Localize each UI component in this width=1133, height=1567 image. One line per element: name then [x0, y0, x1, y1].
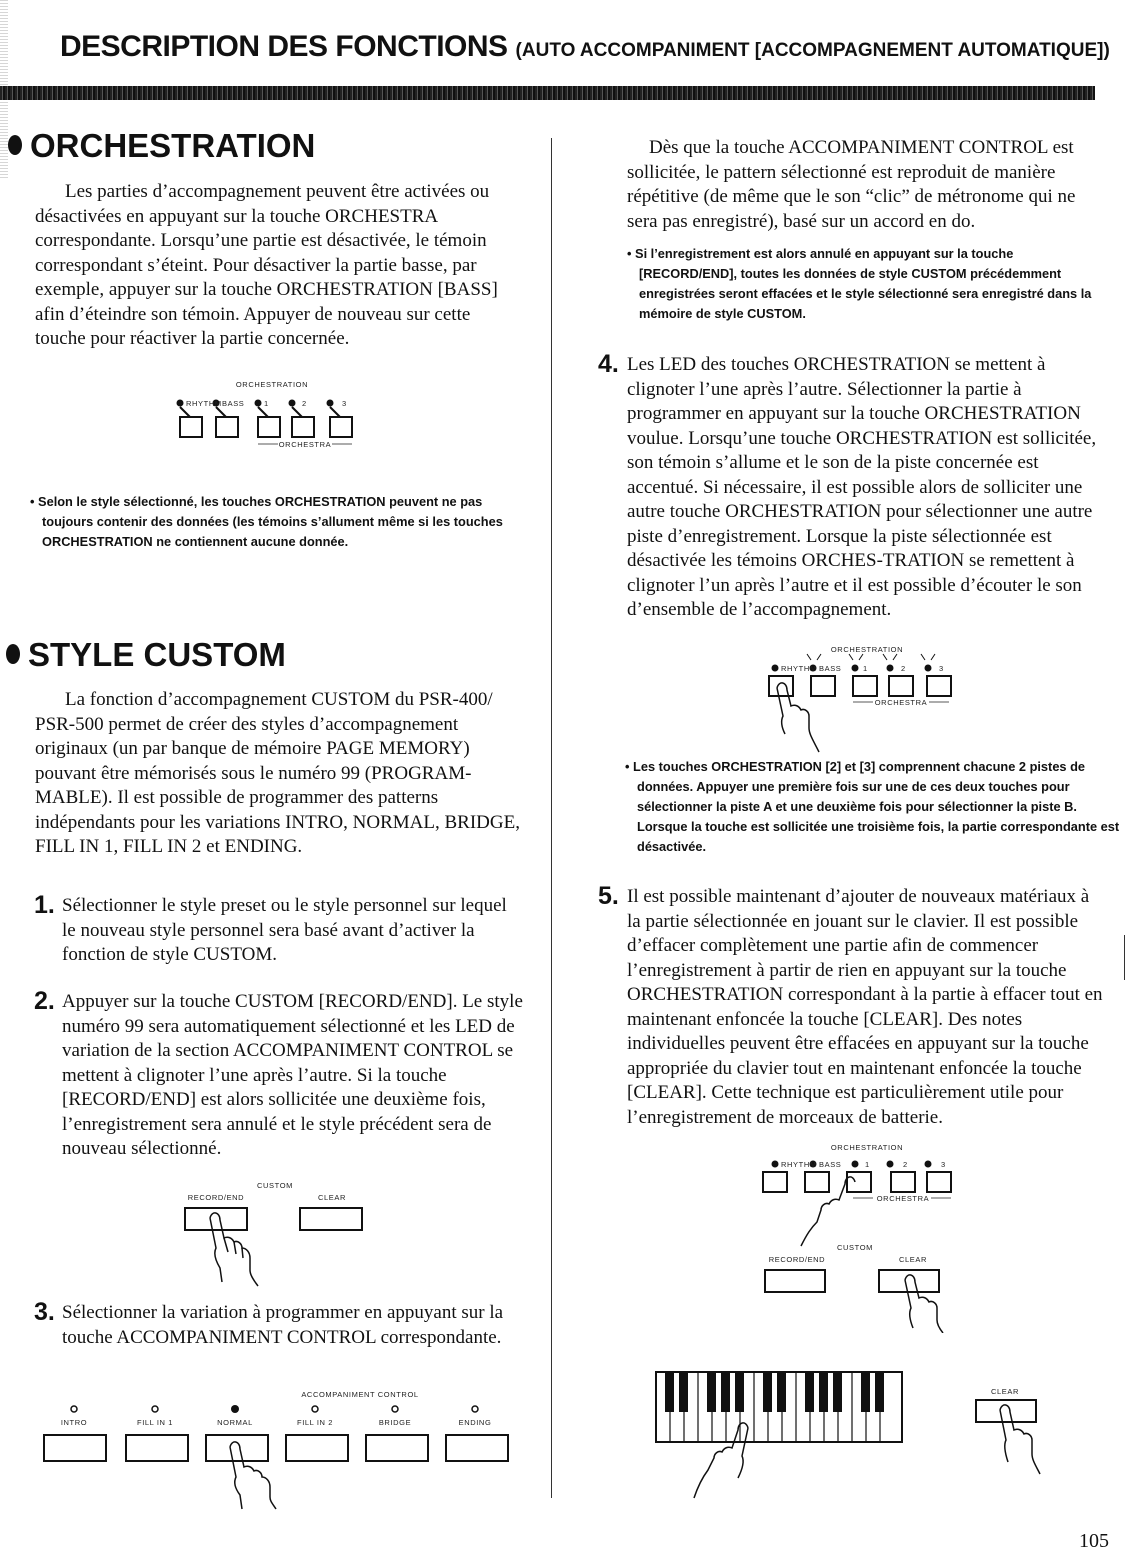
orch-button-bass	[811, 676, 835, 696]
fig-label-custom: CUSTOM	[837, 1243, 873, 1252]
normal-button	[206, 1435, 268, 1461]
orch-button-2	[292, 417, 314, 437]
orch-button-1	[847, 1172, 871, 1192]
orch-button-rhythm	[769, 676, 793, 696]
step4-note: • Les touches ORCHESTRATION [2] et [3] comprennent chacune 2 pistes de données. Appuyer une première fois sur une de ces deux touches pour sélectionner la piste A et une deuxième fois pour sélectionner la piste B. Lorsque la touche est sollicitée une troisième fois, la partie correspondante est désactivée.	[625, 759, 1120, 854]
fig-label-1: 1	[264, 399, 269, 408]
intro-button	[44, 1435, 106, 1461]
pointing-hand-icon	[1000, 1405, 1040, 1474]
orch-button-3	[927, 1172, 951, 1192]
orchestration-press-figure	[755, 640, 975, 755]
blinking-led-rays	[807, 654, 935, 660]
step-number: 1.	[34, 891, 55, 919]
fig-label-custom: CUSTOM	[257, 1181, 293, 1190]
fig-label-2: 2	[903, 1160, 908, 1169]
fig-label-bass: BASS	[819, 664, 842, 673]
step-text: Les LED des touches ORCHESTRATION se mettent à clignoter l’une après l’autre. Sélectionner la partie à programmer en appuyant sur la touche ORCHESTRATION voulue. Lorsqu’une touche ORCHESTRATION est sollicitée, son témoin s’allume et le son de la piste concernée est accentué. Si nécessaire, il est possible alors de solliciter une autre touche ORCHESTRATION pour sélectionner une autre piste d’enregistrement. Lorsque la piste sélectionnée est désactivée les témoins ORCHES-TRATION se remettent à clignoter l’un après l’autre et il est possible d’écouter le son d’ensemble de l’accompagnement.	[627, 354, 1097, 620]
orch-button-rhythm	[180, 417, 202, 437]
accompaniment-control-figure	[40, 1385, 520, 1510]
pointing-hand-icon	[777, 683, 819, 752]
orchestration-buttons-figure	[160, 375, 380, 450]
variation-leds	[71, 1405, 478, 1413]
custom-buttons-figure	[180, 1178, 380, 1293]
fig-label-1: 1	[865, 1160, 870, 1169]
clear-button	[879, 1270, 939, 1292]
orch-button-bass	[216, 417, 238, 437]
orch-button-2	[891, 1172, 915, 1192]
orch-button-2	[889, 676, 913, 696]
fig-label-2: 2	[901, 664, 906, 673]
step-number: 3.	[34, 1298, 55, 1326]
orch-button-1	[258, 417, 280, 437]
clear-button	[976, 1400, 1036, 1422]
keyboard-icon	[656, 1372, 902, 1442]
fig-label-orchestration: ORCHESTRATION	[235, 380, 309, 389]
orchestration-body: Les parties d’accompagnement peuvent être activées ou désactivées en appuyant sur la touche ORCHESTRA correspondante. Lorsqu’une partie est désactivée, le témoin correspondant s’éteint. Pour désactiver la partie basse, par exemple, appuyer sur la touche ORCHESTRATION [BASS] afin d’éteindre son témoin. Appuyer de nouveau sur cette touche pour réactiver la partie concernée.	[35, 181, 498, 349]
variation-label-ending: ENDING	[458, 1418, 492, 1427]
fig-label-3: 3	[939, 664, 944, 673]
variation-label-bridge: BRIDGE	[378, 1418, 412, 1427]
fig-label-accomp-control: ACCOMPANIMENT CONTROL	[301, 1390, 419, 1399]
pointing-hand-icon	[905, 1275, 943, 1333]
step-number: 2.	[34, 987, 55, 1015]
fig-label-bass: BASS	[222, 399, 245, 408]
record-end-button	[185, 1208, 247, 1230]
ending-button	[446, 1435, 508, 1461]
bullet-icon	[8, 135, 22, 155]
fig-label-bass: BASS	[819, 1160, 842, 1169]
fig-label-orchestra: ORCHESTRA	[876, 1194, 930, 1203]
pointing-hand-icon	[230, 1442, 276, 1509]
fig-label-orchestra: ORCHESTRA	[874, 698, 928, 707]
fig-label-orchestra: ORCHESTRA	[278, 440, 332, 449]
bridge-button	[366, 1435, 428, 1461]
fig-label-record-end: RECORD/END	[768, 1255, 826, 1264]
pointing-hand-icon	[210, 1213, 258, 1286]
fill-in-1-button	[126, 1435, 188, 1461]
variation-label-normal: NORMAL	[217, 1418, 253, 1427]
step-text: Sélectionner le style preset ou le style personnel sur lequel le nouveau style personnel sera basé avant d’activer la fonction de style CUSTOM.	[62, 895, 507, 965]
variation-label-fill-in-2: FILL IN 2	[297, 1418, 333, 1427]
orch-button-3	[927, 676, 951, 696]
step-number: 5.	[598, 882, 619, 910]
fig-label-rhythm: RHYTHM	[781, 664, 817, 673]
fig-label-3: 3	[342, 399, 347, 408]
page-header	[60, 30, 1110, 64]
column-divider	[551, 138, 552, 1498]
right-top-body: Dès que la touche ACCOMPANIMENT CONTROL est sollicitée, le pattern sélectionné est reproduit de manière répétitive (de même que le son “clic” de métronome qui ne sera pas enregistré), basé sur un accord en do.	[627, 137, 1076, 232]
fig-label-1: 1	[863, 664, 868, 673]
section-title-text: STYLE CUSTOM	[28, 636, 286, 673]
fig-label-orchestration: ORCHESTRATION	[830, 645, 904, 654]
fig-label-clear: CLEAR	[990, 1387, 1020, 1396]
step-text: Appuyer sur la touche CUSTOM [RECORD/END]. Le style numéro 99 sera automatiquement sélectionné et les LED de variation de la section ACCOMPANIMENT CONTROL se mettent à clignoter l’une après l’autre. Si la touche [RECORD/END] est alors sollicitée une deuxième fois, l’enregistrement sera annulé et le style précédent sera de nouveau sélectionné.	[62, 991, 523, 1159]
header-rule	[0, 86, 1095, 100]
right-top-note: • Si l’enregistrement est alors annulé en appuyant sur la touche [RECORD/END], toutes les données de style CUSTOM précédemment enregistrées seront effacées et le style sélectionné sera enregistré dans la mémoire de style CUSTOM.	[627, 246, 1092, 321]
step-text: Il est possible maintenant d’ajouter de nouveaux matériaux à la partie sélectionnée en jouant sur le clavier. Il est possible d’effacer complètement une partie afin de commencer l’enregistrement à partir de rien en appuyant sur la touche ORCHESTRATION correspondant à la partie à effacer tout en maintenant enfoncée la touche [CLEAR]. Des notes individuelles peuvent être effacées en appuyant sur la touche appropriée du clavier tout en maintenant enfoncée la touche [CLEAR]. Cette technique est particulièrement utile pour l’enregistrement de morceaux de batterie.	[627, 886, 1103, 1128]
orchestration-note: • Selon le style sélectionné, les touches ORCHESTRATION peuvent ne pas toujours contenir des données (les témoins s’allument même si les touches ORCHESTRATION ne contiennent aucune donnée.	[30, 494, 503, 549]
orch-button-bass	[805, 1172, 829, 1192]
fig-label-clear: CLEAR	[317, 1193, 347, 1202]
fig-label-2: 2	[302, 399, 307, 408]
orch-button-rhythm	[763, 1172, 787, 1192]
keyboard-clear-figure	[650, 1368, 1070, 1508]
step-number: 4.	[598, 350, 619, 378]
orchestration-clear-figure	[755, 1138, 975, 1333]
fig-label-record-end: RECORD/END	[187, 1193, 245, 1202]
record-end-button	[765, 1270, 825, 1292]
fig-label-rhythm: RHYTHM	[781, 1160, 817, 1169]
orch-button-1	[853, 676, 877, 696]
variation-label-intro: INTRO	[60, 1418, 88, 1427]
fig-label-3: 3	[941, 1160, 946, 1169]
fill-in-2-button	[286, 1435, 348, 1461]
step-text: Sélectionner la variation à programmer en appuyant sur la touche ACCOMPANIMENT CONTROL correspondante.	[62, 1302, 504, 1348]
header-title-main: DESCRIPTION DES FONCTIONS	[60, 30, 508, 63]
page-number: 105	[1079, 1530, 1109, 1552]
section-title-text: ORCHESTRATION	[30, 127, 316, 164]
header-title-sub: (AUTO ACCOMPANIMENT [ACCOMPAGNEMENT AUTOMATIQUE])	[515, 40, 1110, 61]
margin-mark	[1124, 935, 1125, 980]
variation-label-fill-in-1: FILL IN 1	[137, 1418, 173, 1427]
style-custom-body: La fonction d’accompagnement CUSTOM du PSR-400/ PSR-500 permet de créer des styles d’accompagnement originaux (un par banque de mémoire PAGE MEMORY) pouvant être mémorisés sous le numéro 99 (PROGRAM-MABLE). Il est possible de programmer des patterns indépendants pour les variations INTRO, NORMAL, BRIDGE, FILL IN 1, FILL IN 2 et ENDING.	[35, 689, 520, 857]
fig-label-orchestration: ORCHESTRATION	[830, 1143, 904, 1152]
fig-label-rhythm: RHYTHM	[186, 399, 222, 408]
orch-button-3	[330, 417, 352, 437]
section-title-style-custom	[6, 636, 286, 674]
fig-label-clear: CLEAR	[898, 1255, 928, 1264]
section-title-orchestration	[8, 127, 315, 165]
bullet-icon	[6, 644, 20, 664]
clear-button	[300, 1208, 362, 1230]
